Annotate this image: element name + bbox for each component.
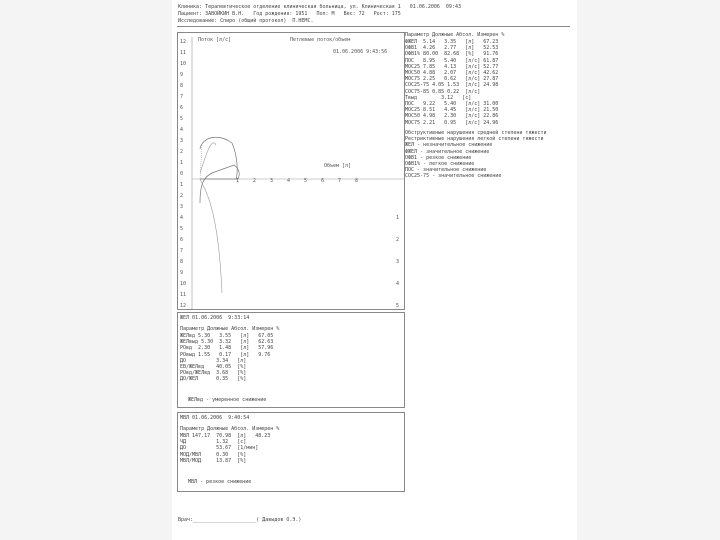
param-row: СОС25-75 4.05 1.53 [л/с] 24.98: [405, 82, 499, 89]
zhel-note: ЖЕЛвд - умеренное снижение: [188, 397, 267, 403]
param-row: ОФВ1 4.26 2.77 [л] 52.53: [405, 45, 499, 52]
y-tick-label: 3: [180, 138, 184, 144]
param-row: МОС25 8.51 4.45 [л/с] 21.50: [405, 107, 499, 114]
param-row: МОС75 2.21 0.95 [л/с] 24.96: [405, 119, 499, 126]
y-tick-label: 2: [180, 149, 184, 155]
y-tick-label: 11: [180, 292, 187, 298]
doctor-signature-line: Врач:_____________________( Давыдов О.Э.): [178, 517, 302, 523]
conclusion-line: ОФВ1% - легкое снижение: [405, 161, 475, 167]
conclusion-line: ПОС - значительное снижение: [405, 167, 487, 174]
param-row: МОС75 2.25 0.62 [л/с] 27.87: [405, 76, 499, 83]
mvl-row: МВЛ 147.17 70.98 [л] 48.23: [180, 433, 271, 439]
right-tick-label: 3: [396, 259, 400, 265]
x-tick-label: 7: [338, 178, 342, 184]
zhel-row: РОвыд 1.55 0.17 [л] 9.76: [180, 351, 271, 358]
x-tick-label: 2: [253, 178, 257, 184]
y-tick-label: 4: [180, 127, 184, 133]
mvl-row: МОД/МВЛ 0.30 [%]: [180, 451, 247, 458]
mvl-row: МВЛ/МОД 13.87 [%]: [180, 457, 247, 464]
right-tick-label: 4: [396, 281, 400, 287]
y-tick-label: 7: [180, 248, 184, 254]
zhel-row: ЖЕЛвд 5.30 3.55 [л] 67.05: [180, 333, 274, 339]
expiratory-curve: [200, 165, 239, 203]
y-tick-label: 0: [180, 171, 184, 177]
y-tick-label: 12: [180, 39, 187, 45]
param-row: МОС25 7.85 4.13 [л/с] 52.77: [405, 63, 499, 70]
param-row: СОС75-85 0.85 0.22 [л/с]: [405, 88, 481, 95]
y-tick-label: 10: [180, 281, 187, 287]
conclusion-line: Рестриктивные нарушения легкой степени тяжести: [405, 136, 544, 143]
y-tick-label: 7: [180, 94, 184, 100]
y-tick-label: 5: [180, 116, 184, 122]
conclusion-line: ОФВ1 - резкое снижение: [405, 154, 472, 161]
y-tick-label: 9: [180, 72, 184, 78]
zhel-row: ЕВ/ЖЕЛвд 40.05 [%]: [180, 364, 247, 370]
y-tick-label: 12: [180, 303, 187, 309]
y-tick-label: 6: [180, 105, 184, 111]
right-tick-label: 2: [396, 237, 400, 243]
y-tick-label: 6: [180, 237, 184, 243]
chart-timestamp: 01.06.2006 9:43:56: [333, 49, 388, 55]
loop-curve: [200, 137, 237, 179]
header-line-2: Пациент: ЗАВОЙКИН В.Н. Год рождения: 1951 Пол: М Вес: 72 Рост: 175: [178, 11, 401, 17]
conclusion-line: ФЖЕЛ - значительное снижение: [405, 148, 490, 155]
mvl-row: ЧД 1.32 [с]: [180, 439, 247, 446]
inspiratory-curve-1: [200, 179, 222, 293]
param-row: ПОС 8.95 5.40 [л/с] 61.87: [405, 57, 499, 64]
conclusion-line: Обструктивные нарушения средней степени тяжести: [405, 130, 547, 136]
zhel-title: ЖЕЛ 01.06.2006 9:33:14: [180, 315, 250, 321]
mvl-panel: [177, 412, 405, 492]
mvl-row: ДО 53.67 [1/мин]: [180, 445, 259, 452]
conclusion-line: СОС25-75 - значительное снижение: [405, 173, 502, 180]
y-tick-label: 1: [180, 182, 184, 188]
param-row: МОС50 4.88 2.07 [л/с] 42.62: [405, 70, 499, 76]
y-tick-label: 10: [180, 61, 187, 67]
report-sheet: [172, 0, 577, 540]
inspiratory-curve-2: [200, 143, 216, 173]
y-tick-label: 8: [180, 259, 184, 265]
y-tick-label: 11: [180, 50, 187, 56]
param-row: ОФВ1% 80.00 82.68 [%] 91.76: [405, 51, 499, 58]
right-tick-label: 5: [396, 303, 400, 309]
y-axis-label: Поток [л/с]: [198, 37, 232, 43]
loop-left: [200, 145, 202, 179]
zhel-row: ДО/ЖЕЛ 0.35 [%]: [180, 376, 247, 383]
y-tick-label: 4: [180, 215, 184, 221]
x-tick-label: 4: [287, 178, 291, 184]
y-tick-label: 5: [180, 226, 184, 232]
x-tick-label: 3: [270, 178, 274, 184]
header-line-3: Исследование: Спиро (общий протокол) П.НЕМС.: [178, 18, 314, 24]
param-row: ПОС 9.22 5.40 [л/с] 31.00: [405, 101, 499, 107]
mvl-note: МВЛ - резкое снижение: [188, 479, 252, 485]
y-tick-label: 2: [180, 193, 184, 199]
zhel-panel: [177, 312, 405, 408]
chart-title: Петлевые поток/объем: [290, 37, 351, 43]
y-tick-label: 8: [180, 83, 184, 89]
x-tick-label: 8: [355, 178, 359, 184]
y-ticks: [180, 39, 186, 309]
y-tick-label: 1: [180, 160, 184, 166]
y-tick-label: 3: [180, 204, 184, 210]
conclusion-line: ЖЕЛ - незначительное снижение: [405, 142, 493, 149]
x-tick-label: 6: [321, 178, 325, 184]
right-tick-label: 1: [396, 215, 400, 221]
zhel-row: РОвд/ЖЕЛвд 3.68 [%]: [180, 370, 247, 377]
y-tick-label: 9: [180, 270, 184, 276]
param-row: ФЖЕЛ 5.14 3.35 [л] 67.23: [405, 39, 499, 45]
zhel-row: ДО 3.34 [л]: [180, 357, 247, 364]
x-tick-label: 5: [304, 178, 308, 184]
params-header: Параметр Должные Абсол. Измерен %: [405, 32, 505, 38]
x-axis-label: Объем [л]: [324, 163, 352, 169]
x-tick-label: 1: [236, 178, 240, 184]
mvl-title: МВЛ 01.06.2006 9:40:54: [180, 415, 250, 421]
header-line-1: Клиника: Терапевтическое отделение клиническая больница, ул. Клиническая 1 01.06.2006 09:43: [178, 4, 461, 10]
param-row: МОС50 4.98 2.30 [л/с] 22.86: [405, 113, 499, 120]
zhel-row: РОвд 2.30 1.48 [л] 57.96: [180, 345, 274, 352]
zhel-row: ЖЕЛвыд 5.30 3.32 [л] 62.63: [180, 339, 274, 346]
param-row: Твыд 3.12 [с]: [405, 94, 472, 101]
header-divider: [177, 26, 570, 27]
zhel-header: Параметр Должные Абсол. Измерен %: [180, 326, 280, 332]
right-ticks: [396, 215, 399, 309]
mvl-header: Параметр Должные Абсол. Измерен %: [180, 426, 280, 432]
flow-volume-panel: [177, 32, 405, 310]
flow-volume-chart: [178, 33, 404, 309]
